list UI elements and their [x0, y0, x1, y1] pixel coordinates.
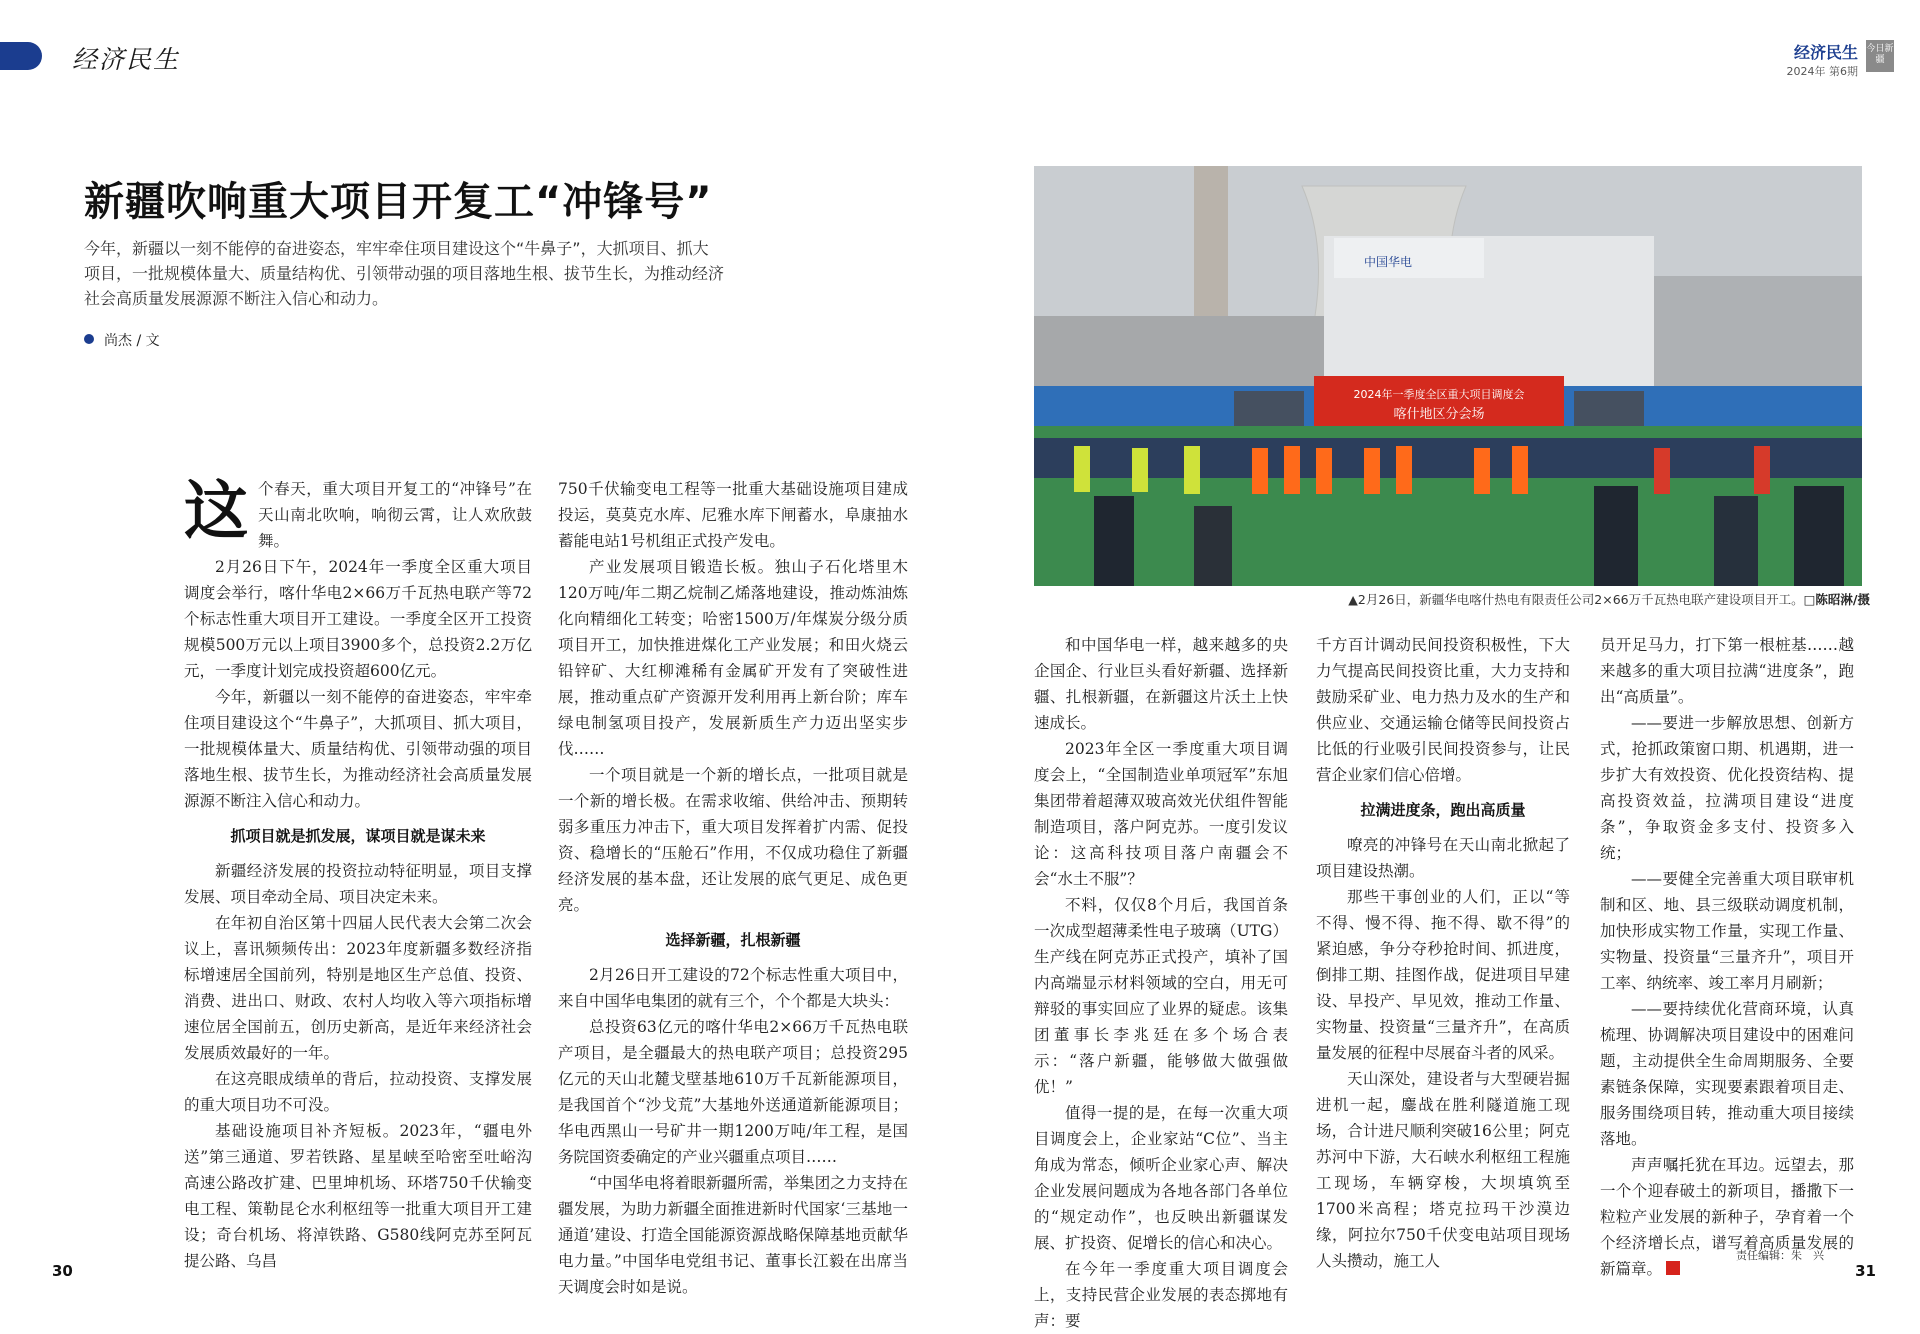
plant-logo: 中国华电 [1364, 255, 1413, 269]
subheading: 选择新疆，扎根新疆 [665, 931, 801, 949]
screen-left [1234, 391, 1304, 427]
paragraph: 产业发展项目锻造长板。独山子石化塔里木120万吨/年二期乙烷制乙烯落地建设，推动炼油炼化向精细化工转变；哈密1500万/年煤炭分级分质项目开工，加快推进煤化工产业发展；和田火烧云铅锌矿、大红柳滩稀有金属矿开发有了突破性进展，推动重点矿产资源开发利用再上新台阶；库车绿电制氢项目投产，发展新质生产力迈出坚实步伐…… [558, 558, 908, 758]
person-foreground [1714, 496, 1758, 586]
screen-right [1574, 391, 1644, 427]
paragraph: 千方百计调动民间投资积极性，下大力气提高民间投资比重，大力支持和鼓励采矿业、电力热力及水的生产和供应业、交通运输仓储等民间投资占比低的行业吸引民间投资参与，让民营企业家们信心倍增。 [1316, 636, 1570, 784]
paragraph: 在这亮眼成绩单的背后，拉动投资、支撑发展的重大项目功不可没。 [184, 1070, 532, 1114]
person-foreground [1094, 496, 1134, 586]
masthead [1787, 40, 1859, 79]
crowd-back-rows [1034, 438, 1862, 478]
person-foreground [1794, 486, 1844, 586]
paragraph-text: 声声嘱托犹在耳边。远望去，那一个个迎春破土的新项目，播撒下一粒粒产业发展的新种子，孕育着一个个经济增长点，谱写着高质量发展的新篇章。 [1600, 1156, 1854, 1278]
photo-caption [1330, 590, 1870, 608]
worker-vest [1132, 448, 1148, 492]
person-foreground [1594, 486, 1638, 586]
intro-paragraph [184, 476, 532, 554]
worker-vest [1364, 448, 1380, 494]
editor-credit: 责任编辑：朱 兴 [1736, 1249, 1824, 1262]
page-number-right: 31 [1855, 1262, 1876, 1280]
paragraph: 天山深处，建设者与大型硬岩掘进机一起，鏖战在胜利隧道施工现场，合计进尺顺利突破16公里；阿克苏河中下游，大石峡水利枢纽工程施工现场，车辆穿梭，大坝填筑至1700米高程；塔克拉玛干沙漠边缘，阿拉尔750千伏变电站项目现场人头攒动，施工人 [1316, 1070, 1570, 1270]
intro-text: 个春天，重大项目开复工的“冲锋号”在天山南北吹响，响彻云霄，让人欢欣鼓舞。 [258, 480, 532, 550]
person-foreground [1194, 506, 1232, 586]
side-structures [1654, 276, 1862, 386]
caption-credit: □陈昭淋/摄 [1803, 592, 1870, 607]
worker-vest [1316, 448, 1332, 494]
magazine-logo: 今日新疆 [1866, 40, 1894, 72]
drop-cap: 这 [184, 474, 248, 549]
paragraph: 750千伏输变电工程等一批重大基础设施项目建成投运，莫莫克水库、尼雅水库下闸蓄水，阜康抽水蓄能电站1号机组正式投产发电。 [558, 480, 908, 550]
paragraph: 不料，仅仅8个月后，我国首条一次成型超薄柔性电子玻璃（UTG）生产线在阿克苏正式投产，填补了国内高端显示材料领域的空白，用无可辩驳的事实回应了业界的疑虑。该集团董事长李兆廷在多个场合表示：“落户新疆，能够做大做强做优！” [1034, 896, 1288, 1096]
paragraph: 那些干事创业的人们，正以“等不得、慢不得、拖不得、歇不得”的紧迫感，争分夺秒抢时间、抓进度，倒排工期、挂图作战，促进项目早建设、早投产、早见效，推动工作量、实物量、投资量“三量齐升”，在高质量发展的征程中尽展奋斗者的风采。 [1316, 888, 1570, 1062]
conveyor-structures [1034, 316, 1324, 386]
text-column-3 [1034, 632, 1288, 1334]
byline [84, 330, 160, 350]
banner-line-2: 喀什地区分会场 [1393, 407, 1485, 422]
banner-line-1: 2024年一季度全区重大项目调度会 [1353, 388, 1525, 401]
text-column-5 [1600, 632, 1854, 1282]
worker-vest [1252, 448, 1268, 494]
text-column-1 [184, 476, 532, 1274]
worker-vest [1396, 446, 1412, 494]
paragraph: 新疆经济发展的投资拉动特征明显，项目支撑发展、项目牵动全局、项目决定未来。 [184, 862, 532, 906]
paragraph: 一个项目就是一个新的增长点，一批项目就是一个新的增长极。在需求收缩、供给冲击、预期转弱多重压力冲击下，重大项目发挥着扩内需、促投资、稳增长的“压舱石”作用，不仅成功稳住了新疆经济发展的基本盘，还让发展的底气更足、成色更亮。 [558, 766, 908, 914]
paragraph: 2月26日下午，2024年一季度全区重大项目调度会举行，喀什华电2×66万千瓦热电联产等72个标志性重大项目开工建设。一季度全区开工投资规模500万元以上项目3900多个，总投资2.2万亿元，一季度计划完成投资超600亿元。 [184, 558, 532, 680]
worker-vest [1512, 446, 1528, 494]
paragraph: ——要进一步解放思想、创新方式，抢抓政策窗口期、机遇期，进一步扩大有效投资、优化投资结构、提高投资效益，拉满项目建设“进度条”，争取资金多支付、投资多入统； [1600, 714, 1854, 862]
paragraph: 嘹亮的冲锋号在天山南北掀起了项目建设热潮。 [1316, 836, 1570, 880]
paragraph: “中国华电将着眼新疆所需，举集团之力支持在疆发展，为助力新疆全面推进新时代国家‘三基地一通道’建设、打造全国能源资源战略保障基地贡献华电力量。”中国华电党组书记、董事长江毅在出席当天调度会时如是说。 [558, 1174, 908, 1296]
paragraph: 在年初自治区第十四届人民代表大会第二次会议上，喜讯频频传出：2023年度新疆多数经济指标增速居全国前列，特别是地区生产总值、投资、消费、进出口、财政、农村人均收入等六项指标增速位居全国前五，创历史新高，是近年来经济社会发展质效最好的一年。 [184, 914, 532, 1062]
worker-vest [1754, 446, 1770, 494]
paragraph: 今年，新疆以一刻不能停的奋进姿态，牢牢牵住项目建设这个“牛鼻子”，大抓项目、抓大项目，一批规模体量大、质量结构优、引领带动强的项目落地生根、拔节生长，为推动经济社会高质量发展源源不断注入信心和动力。 [184, 688, 532, 810]
text-column-4 [1316, 632, 1570, 1274]
byline-text: 尚杰 / 文 [104, 333, 160, 349]
worker-vest [1074, 446, 1090, 492]
end-mark-icon [1666, 1261, 1680, 1275]
paragraph: ——要持续优化营商环境，认真梳理、协调解决项目建设中的困难问题，主动提供全生命周期服务、全要素链条保障，实现要素跟着项目走、服务围绕项目转，推动重大项目接续落地。 [1600, 1000, 1854, 1148]
section-label: 经济民生 [72, 45, 181, 74]
worker-vest [1474, 448, 1490, 494]
paragraph: 2023年全区一季度重大项目调度会上，“全国制造业单项冠军”东旭集团带着超薄双玻高效光伏组件智能制造项目，落户阿克苏。一度引发议论：这高科技项目落户南疆会不会“水土不服”？ [1034, 740, 1288, 888]
caption-text: ▲2月26日，新疆华电喀什热电有限责任公司2×66万千瓦热电联产建设项目开工。 [1348, 592, 1804, 607]
worker-vest [1184, 446, 1200, 494]
masthead-section: 经济民生 [1793, 43, 1858, 62]
subheading: 拉满进度条，跑出高质量 [1360, 801, 1526, 819]
worker-vest [1654, 448, 1670, 494]
paragraph: 总投资63亿元的喀什华电2×66万千瓦热电联产项目，是全疆最大的热电联产项目；总投资295亿元的天山北麓戈壁基地610万千瓦新能源项目，是我国首个“沙戈荒”大基地外送通道新能源项目；华电西黑山一号矿井一期1200万吨/年工程，是国务院国资委确定的产业兴疆重点项目…… [558, 1018, 908, 1166]
construction-ceremony-photo [1034, 166, 1862, 586]
page-number-left: 30 [52, 1262, 73, 1280]
paragraph: 和中国华电一样，越来越多的央企国企、行业巨头看好新疆、选择新疆、扎根新疆，在新疆这片沃土上快速成长。 [1034, 636, 1288, 732]
paragraph: 2月26日开工建设的72个标志性重大项目中，来自中国华电集团的就有三个，个个都是大块头： [558, 966, 908, 1010]
article-title: 新疆吹响重大项目开复工“冲锋号” [84, 179, 713, 225]
paragraph: 基础设施项目补齐短板。2023年，“疆电外送”第三通道、罗若铁路、星星峡至哈密至吐峪沟高速公路改扩建、巴里坤机场、环塔750千伏输变电工程、策勒昆仑水利枢纽等一批重大项目开工建设；奇台机场、将淖铁路、G580线阿克苏至阿瓦提公路、乌昌 [184, 1122, 532, 1270]
text-column-2 [558, 476, 908, 1300]
paragraph: ——要健全完善重大项目联审机制和区、地、县三级联动调度机制，加快形成实物工作量，实现工作量、实物量、投资量“三量齐升”，项目开工率、纳统率、竣工率月月刷新； [1600, 870, 1854, 992]
paragraph: 值得一提的是，在每一次重大项目调度会上，企业家站“C位”、当主角成为常态，倾听企业家心声、解决企业发展问题成为各地各部门各单位的“规定动作”，也反映出新疆谋发展、扩投资、促增长的信心和决心。 [1034, 1104, 1288, 1252]
paragraph: 员开足马力，打下第一根桩基……越来越多的重大项目拉满“进度条”，跑出“高质量”。 [1600, 636, 1854, 706]
paragraph: 在今年一季度重大项目调度会上，支持民营企业发展的表态掷地有声：要 [1034, 1260, 1288, 1330]
section-tab-marker [0, 42, 42, 70]
worker-vest [1284, 446, 1300, 494]
article-photo [1034, 166, 1862, 586]
article-lead: 今年，新疆以一刻不能停的奋进姿态，牢牢牵住项目建设这个“牛鼻子”，大抓项目、抓大项目，一批规模体量大、质量结构优、引领带动强的项目落地生根、拔节生长，为推动经济社会高质量发展源源不断注入信心和动力。 [84, 239, 725, 308]
issue-number: 2024年 第6期 [1786, 65, 1858, 78]
bullet-icon [84, 334, 94, 344]
subheading: 抓项目就是抓发展，谋项目就是谋未来 [230, 827, 486, 845]
event-banner [1314, 376, 1564, 432]
